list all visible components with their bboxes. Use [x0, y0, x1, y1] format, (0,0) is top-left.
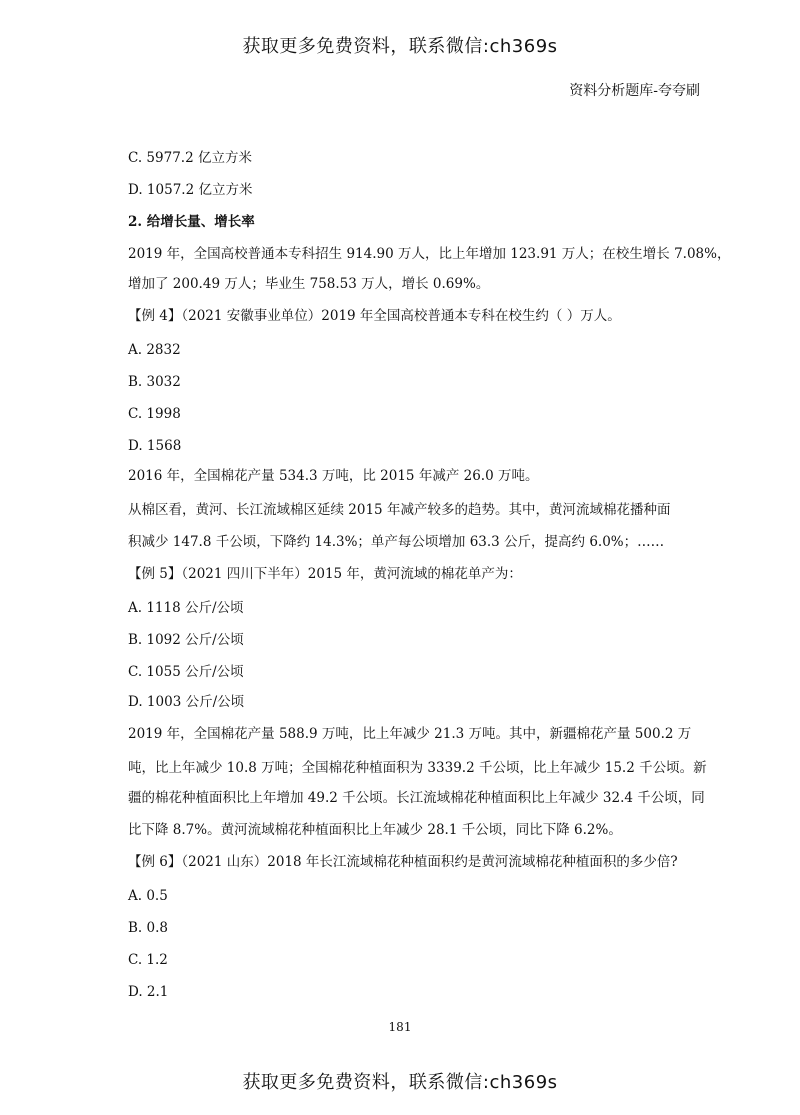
paragraph-line: 2016 年，全国棉花产量 534.3 万吨，比 2015 年减产 26.0 万吨。 [128, 468, 539, 484]
option-d-prev: D. 1057.2 亿立方米 [128, 182, 253, 198]
paragraph-line: 2019 年，全国棉花产量 588.9 万吨，比上年减少 21.3 万吨。其中，新疆棉花产量 500.2 万 [128, 726, 692, 742]
option-a: A. 1118 公斤/公顷 [128, 600, 244, 616]
paragraph-line: 疆的棉花种植面积比上年增加 49.2 千公顷。长江流域棉花种植面积比上年减少 32.4 千公顷，同 [128, 790, 705, 806]
paragraph-line: 比下降 8.7%。黄河流域棉花种植面积比上年减少 28.1 千公顷，同比下降 6.2%。 [128, 822, 622, 838]
top-banner: 获取更多免费资料，联系微信:ch369s [242, 36, 558, 57]
paragraph-line: 从棉区看，黄河、长江流域棉区延续 2015 年减产较多的趋势。其中，黄河流域棉花播种面 [128, 502, 671, 518]
question-example-5: 【例 5】（2021 四川下半年）2015 年，黄河流域的棉花单产为： [128, 566, 522, 582]
paragraph-line: 2019 年，全国高校普通本专科招生 914.90 万人，比上年增加 123.91 万人；在校生增长 7.08%， [128, 246, 731, 262]
option-d: D. 1003 公斤/公顷 [128, 694, 245, 710]
option-b: B. 3032 [128, 374, 181, 390]
section-heading: 2. 给增长量、增长率 [128, 214, 255, 230]
option-a: A. 2832 [128, 342, 181, 358]
bottom-banner: 获取更多免费资料，联系微信:ch369s [242, 1072, 558, 1093]
question-example-4: 【例 4】（2021 安徽事业单位）2019 年全国高校普通本专科在校生约（ ）万人。 [128, 308, 621, 324]
option-b: B. 1092 公斤/公顷 [128, 632, 244, 648]
paragraph-line: 吨，比上年减少 10.8 万吨；全国棉花种植面积为 3339.2 千公顷，比上年减少 15.2 千公顷。新 [128, 760, 707, 776]
question-example-6: 【例 6】（2021 山东）2018 年长江流域棉花种植面积约是黄河流域棉花种植面积的多少倍? [128, 854, 678, 870]
option-c: C. 1055 公斤/公顷 [128, 664, 244, 680]
option-a: A. 0.5 [128, 888, 168, 904]
header-title: 资料分析题库-夸夸刷 [569, 83, 700, 99]
option-d: D. 2.1 [128, 984, 169, 1000]
option-c: C. 1998 [128, 406, 181, 422]
option-b: B. 0.8 [128, 920, 168, 936]
paragraph-line: 增加了 200.49 万人；毕业生 758.53 万人，增长 0.69%。 [128, 276, 490, 292]
page-number: 181 [388, 1020, 412, 1034]
option-c: C. 1.2 [128, 952, 168, 968]
option-d: D. 1568 [128, 438, 182, 454]
paragraph-line: 积减少 147.8 千公顷，下降约 14.3%；单产每公顷增加 63.3 公斤，提高约 6.0%；…… [128, 534, 665, 550]
option-c-prev: C. 5977.2 亿立方米 [128, 150, 252, 166]
